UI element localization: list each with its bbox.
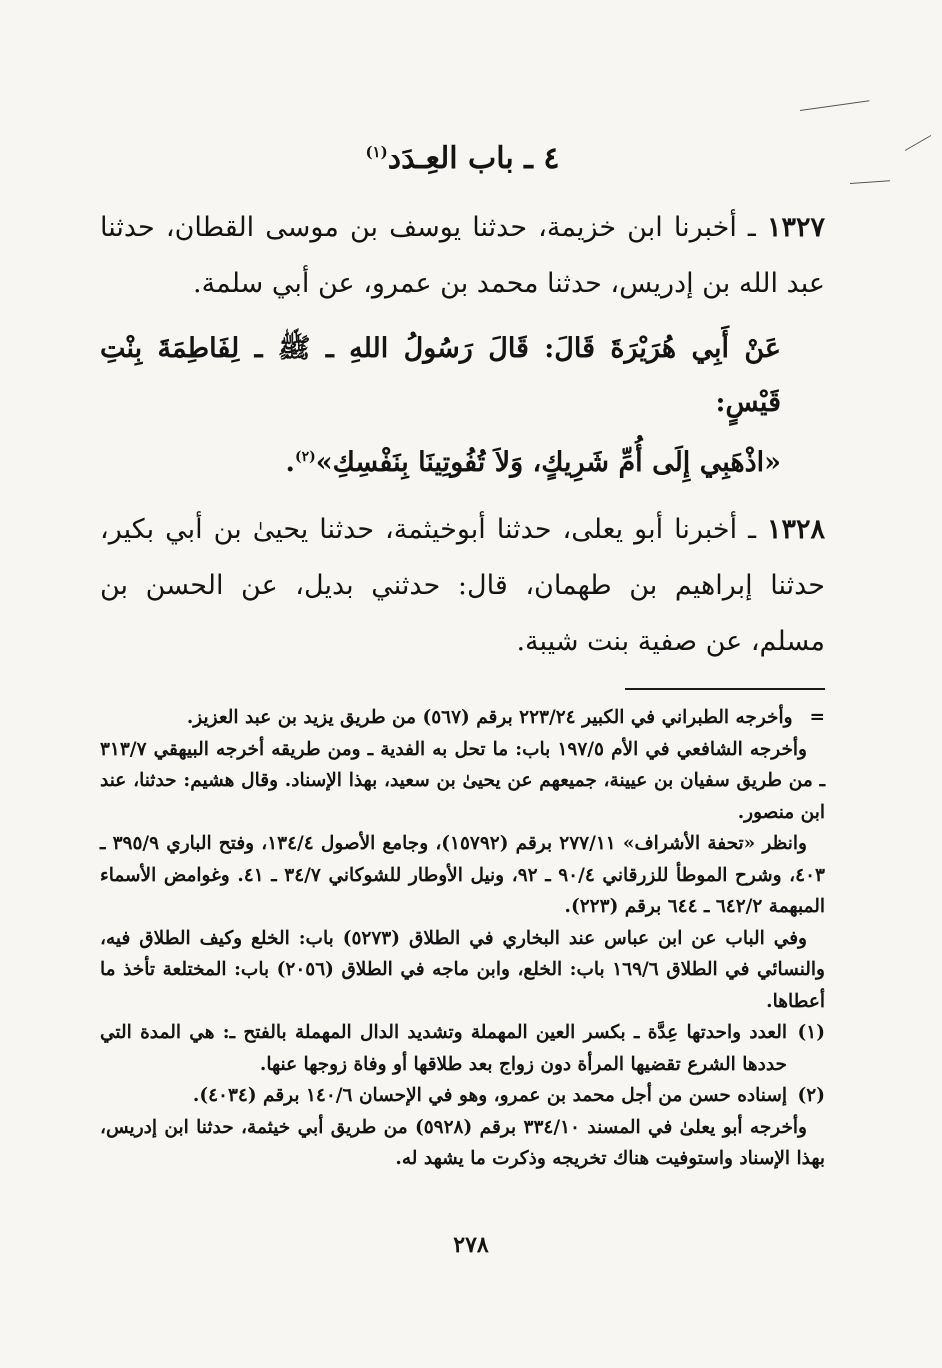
matn-line: عَنْ أَبِي هُرَيْرَةَ قَالَ: قَالَ رَسُولُ اللهِ ـ ﷺ ـ لِفَاطِمَةَ بِنْتِ قَيْسٍ: bbox=[100, 333, 781, 418]
footnote-text: العدد واحدتها عِدَّة ـ بكسر العين المهملة وتشديد الدال المهملة بالفتح ـ: هي المدة التي حددها الشرع تقضيها المرأة دون زواج بعد طلاقها أو وفاة زوجها عنها. bbox=[100, 1022, 787, 1075]
full-stop: . bbox=[285, 447, 295, 478]
footnote-paragraph: وأخرجه أبو يعلىٰ في المسند ٣٣٤/١٠ برقم (٥٩٢٨) من طريق أبي خيثمة، حدثنا ابن إدريس، بهذا الإسناد واستوفيت هناك تخريجه وذكرت ما يشهد له. bbox=[100, 1116, 825, 1169]
footnote-2 bbox=[100, 1080, 825, 1112]
footnote-marker: (١) bbox=[365, 143, 388, 161]
footnote-paragraph: وانظر «تحفة الأشراف» ٢٧٧/١١ برقم (١٥٧٩٢)، وجامع الأصول ١٣٤/٤، وفتح الباري ٣٩٥/٩ ـ ٤٠٣، وشرح الموطأ للزرقاني ٩٠/٤ ـ ٩٢، ونيل الأوطار للشوكاني ٣٤/٧ ـ ٤١. وغوامض الأسماء المبهمة ٦٤٢/٢ ـ ٦٤٤ برقم (٢٢٣). bbox=[100, 833, 825, 917]
isnad-text: ـ أخبرنا ابن خزيمة، حدثنا يوسف بن موسى القطان، حدثنا عبد الله بن إدريس، حدثنا محمد بن عمرو، عن أبي سلمة. bbox=[100, 212, 825, 299]
footnote-marker: (٢) bbox=[294, 449, 316, 465]
footnote-text: إسناده حسن من أجل محمد بن عمرو، وهو في الإحسان ١٤٠/٦ برقم (٤٠٣٤). bbox=[192, 1085, 787, 1106]
scan-mark bbox=[905, 135, 931, 151]
page-number: ٢٧٨ bbox=[453, 1232, 489, 1258]
scan-mark bbox=[850, 180, 890, 184]
matn-line-quote bbox=[100, 430, 781, 490]
matn-quote: «اذْهَبِي إِلَى أُمِّ شَرِيكٍ، وَلاَ تُفُوتِينَا بِنَفْسِكِ» bbox=[315, 447, 781, 478]
hadith-1328-isnad bbox=[100, 502, 825, 670]
hadith-number: ١٣٢٧ bbox=[766, 212, 825, 243]
chapter-heading bbox=[100, 130, 825, 174]
footnote-text: وأخرجه الطبراني في الكبير ٢٢٣/٢٤ برقم (٥٦٧) من طريق يزيد بن عبد العزيز. bbox=[186, 707, 793, 728]
footnote-paragraph: وفي الباب عن ابن عباس عند البخاري في الطلاق (٥٢٧٣) باب: الخلع وكيف الطلاق فيه، والنسائي في الطلاق ١٦٩/٦ باب: الخلع، وابن ماجه في الطلاق (٢٠٥٦) باب: المختلعة تأخذ ما أعطاها. bbox=[100, 927, 825, 1012]
footnotes bbox=[100, 702, 825, 1175]
hadith-1327-isnad bbox=[100, 200, 825, 312]
page-body bbox=[100, 130, 825, 1175]
hadith-1327-matn bbox=[100, 322, 825, 490]
chapter-title: ٤ ـ باب العِـدَد bbox=[387, 141, 560, 176]
continuation-mark: = bbox=[809, 707, 825, 728]
footnote-separator bbox=[625, 688, 825, 690]
scan-mark bbox=[800, 100, 869, 111]
footnote-continuation bbox=[100, 702, 825, 734]
footnote-number: (١) bbox=[797, 1022, 825, 1043]
footnote-number: (٢) bbox=[797, 1085, 825, 1106]
hadith-number: ١٣٢٨ bbox=[766, 514, 825, 545]
footnote-paragraph: وأخرجه الشافعي في الأم ١٩٧/٥ باب: ما تحل به الفدية ـ ومن طريقه أخرجه البيهقي ٣١٣/٧ ـ من طريق سفيان بن عيينة، جميعهم عن يحيىٰ بن سعيد، بهذا الإسناد. وقال هشيم: حدثنا، عند ابن منصور. bbox=[100, 738, 825, 823]
isnad-text: ـ أخبرنا أبو يعلى، حدثنا أبوخيثمة، حدثنا يحيىٰ بن أبي بكير، حدثنا إبراهيم بن طهمان، قال: حدثني بديل، عن الحسن بن مسلم، عن صفية بنت شيبة. bbox=[100, 514, 825, 657]
footnote-1 bbox=[100, 1017, 825, 1080]
